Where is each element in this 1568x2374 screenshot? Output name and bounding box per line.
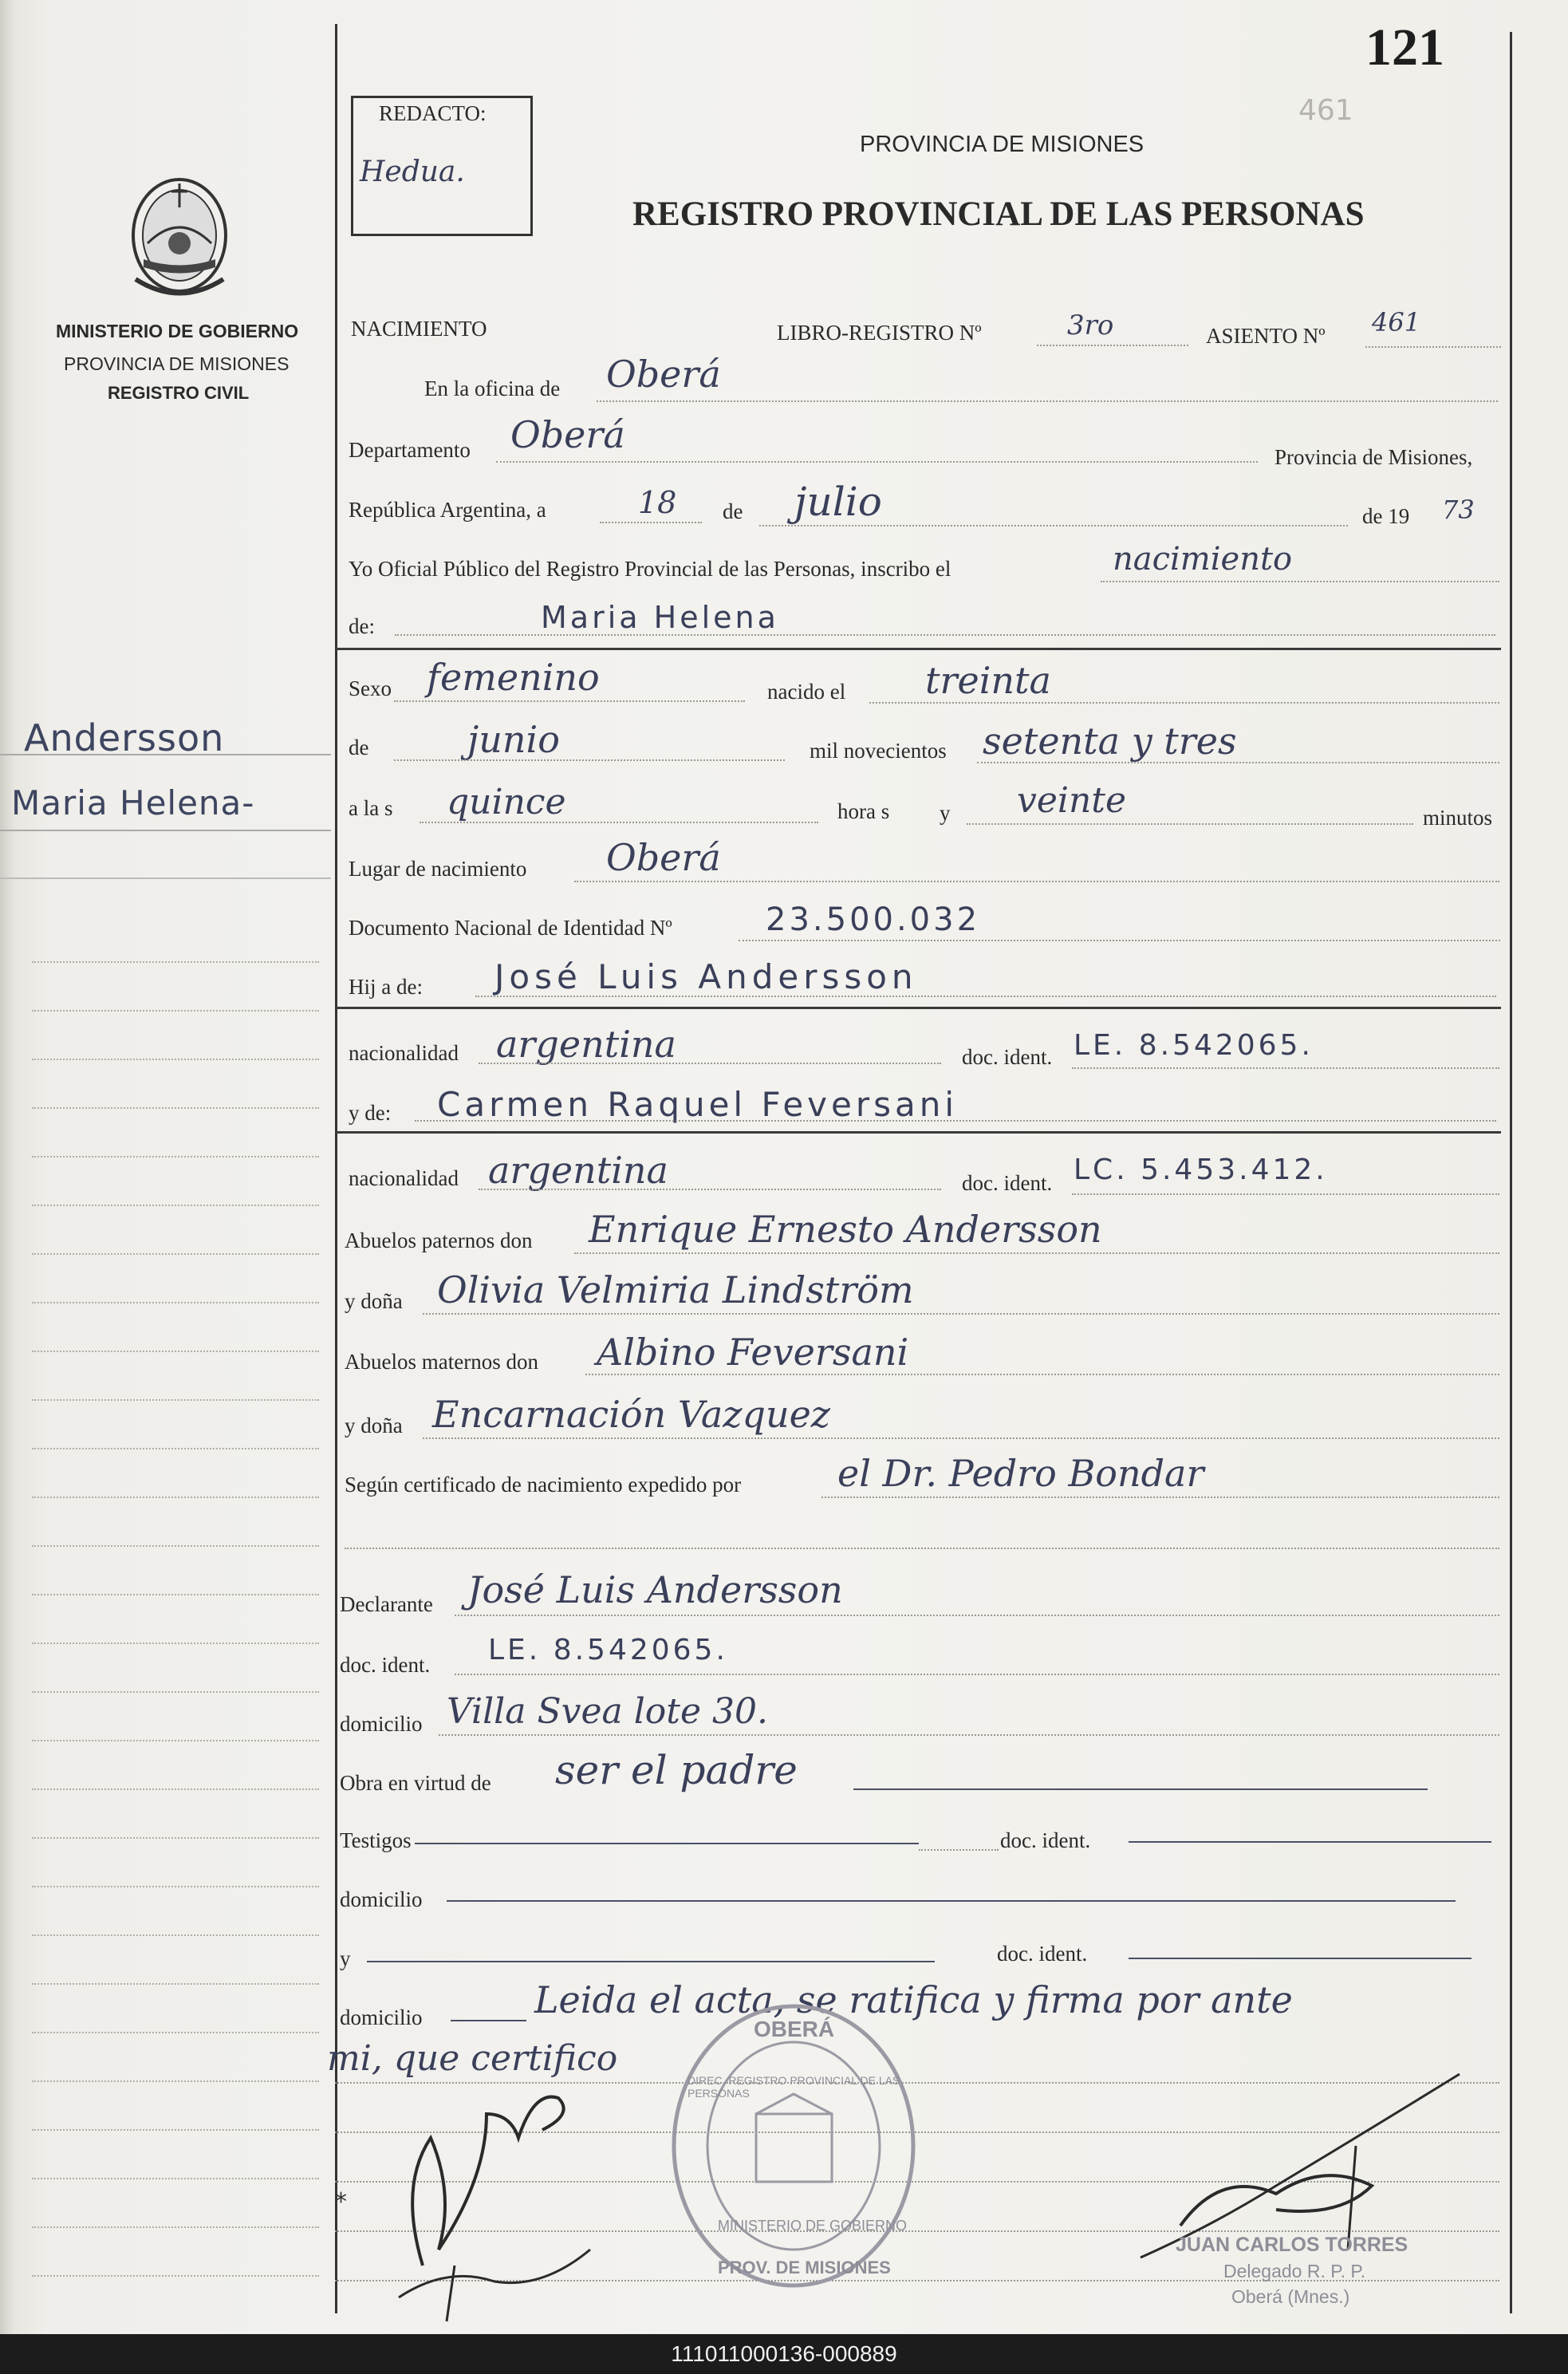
margin-dotted-line [32,1302,319,1303]
padre-line [475,996,1496,997]
obra-strike [853,1788,1428,1790]
testigos-docident-label: doc. ident. [1000,1828,1091,1852]
page-number: 121 [1365,18,1444,77]
margin-dotted-line [32,1837,319,1839]
anio-nac-line [977,762,1499,763]
decl-doc-line [455,1674,1499,1675]
ydona-pat-label: y doña [345,1289,403,1313]
footer-code: 111011000136-000889 [0,2334,1568,2374]
ministerio-label: MINISTERIO DE GOBIERNO [56,321,299,341]
dni-value: 23.500.032 [766,901,981,938]
mes-nac-value: junio [467,718,560,761]
asiento-value: 461 [1372,307,1421,337]
testigo2-domicilio-label: domicilio [340,2005,423,2029]
de-colon-label: de: [349,614,375,638]
testigo2-doc-strike [1129,1958,1471,1959]
nacido-value: treinta [925,659,1051,702]
redacto-box [351,96,533,236]
nombre-value: Maria Helena [541,600,779,635]
margin-dotted-line [32,1107,319,1109]
dni-line [739,940,1500,941]
sexo-value: femenino [427,656,600,699]
margin-dotted-line [32,2032,319,2033]
stamp-place: Oberá (Mnes.) [1231,2286,1350,2307]
margin-names: Maria Helena- [11,783,255,822]
madre-value: Carmen Raquel Feversani [437,1085,959,1124]
oficina-line [597,400,1498,402]
domicilio-line [439,1734,1499,1736]
madre-nac-value: argentina [488,1149,668,1192]
margin-rule [0,877,331,879]
margin-dotted-line [32,1642,319,1644]
dia-value: 18 [638,485,677,520]
margin-dotted-line [32,2178,319,2179]
abuelo-mat-line [585,1374,1499,1375]
obra-value: ser el padre [555,1747,798,1793]
redacto-value: Hedua. [360,156,465,188]
provincia-label: PROVINCIA DE MISIONES [64,353,290,374]
mil-label: mil novecientos [810,739,947,763]
sexo-line [394,700,745,702]
decl-doc-label: doc. ident. [340,1653,431,1677]
blank-line [345,1548,1499,1549]
minutos-label: minutos [1423,806,1493,830]
asiento-label: ASIENTO Nº [1206,324,1326,348]
decl-doc-value: LE. 8.542065. [488,1634,728,1666]
margin-rule [0,830,331,831]
margin-dotted-line [32,1886,319,1887]
horas-label: hora s [837,799,890,823]
mes-nac-line [394,759,785,761]
margin-dotted-line [32,1497,319,1498]
margin-dotted-line [32,2226,319,2228]
lugar-value: Oberá [606,836,721,879]
testigos-line [919,1849,999,1851]
margin-dotted-line [32,1983,319,1985]
margin-dotted-line [32,1253,319,1255]
margin-dotted-line [32,1059,319,1060]
section-rule [335,1007,1501,1009]
libro-label: LIBRO-REGISTRO Nº [777,321,982,345]
testigo2-domicilio-strike [451,2020,526,2021]
dia-line [600,522,702,523]
margin-rule [0,754,331,755]
anio-value: 73 [1442,495,1475,525]
madre-docident-label: doc. ident. [962,1171,1053,1195]
hora-value: quince [447,782,566,822]
margin-dotted-line [32,1594,319,1595]
declarante-value: José Luis Andersson [467,1568,843,1611]
nombre-line [395,634,1495,636]
oficina-value: Oberá [606,353,721,396]
testigos-strike [415,1843,919,1844]
margin-dotted-line [32,1205,319,1206]
domicilio-value: Villa Svea lote 30. [447,1691,768,1732]
minutos-value: veinte [1017,780,1127,821]
registry-header: REGISTRO PROVINCIAL DE LAS PERSONAS [632,195,1365,233]
frame-left-line [335,24,337,2313]
margin-dotted-line [32,1740,319,1741]
domicilio-label: domicilio [340,1712,423,1736]
abuela-mat-line [423,1437,1499,1439]
testigos-label: Testigos [340,1828,412,1852]
libro-line [1037,345,1188,346]
mes-line [759,525,1348,526]
anio-label: de 19 [1362,504,1410,528]
testigos-doc-strike [1129,1841,1491,1843]
de2-label: de [349,735,369,759]
segun-line [821,1497,1499,1498]
pencil-number: 461 [1298,94,1353,127]
section-rule [335,1131,1501,1134]
margin-dotted-line [32,961,319,963]
testigo2-strike [367,1961,935,1962]
nacido-label: nacido el [767,680,846,704]
padre-nac-label: nacionalidad [349,1041,459,1065]
abuelos-mat-label: Abuelos maternos don [345,1350,538,1374]
section-rule [335,648,1501,650]
minutos-line [967,823,1413,825]
madre-doc-value: LC. 5.453.412. [1074,1153,1328,1186]
padre-nac-line [479,1063,941,1064]
margin-dotted-line [32,1399,319,1401]
testigo2-docident-label: doc. ident. [997,1942,1088,1966]
testigo-domicilio-strike [447,1900,1456,1902]
abuela-pat-line [423,1313,1499,1315]
margin-dotted-line [32,2080,319,2082]
padre-doc-line [1072,1067,1499,1069]
yo-oficial-label: Yo Oficial Público del Registro Provincial de las Personas, inscribo el [349,557,951,581]
seal-bottom: PROV. DE MISIONES [718,2258,891,2277]
departamento-value: Oberá [510,413,625,456]
libro-value: 3ro [1067,310,1114,341]
y-label: y [940,801,951,825]
departamento-label: Departamento [349,438,471,462]
anio-nac-value: setenta y tres [983,720,1237,763]
abuelo-mat-value: Albino Feversani [597,1331,909,1374]
margin-dotted-line [32,1010,319,1012]
inscribo-value: nacimiento [1113,541,1293,578]
margin-dotted-line [32,1934,319,1936]
testigo-domicilio-label: domicilio [340,1887,423,1911]
ala-label: a la s [349,796,393,820]
padre-docident-label: doc. ident. [962,1045,1053,1069]
margin-dotted-line [32,2129,319,2131]
abuelos-pat-label: Abuelos paternos don [345,1228,533,1252]
abuelo-pat-line [574,1252,1499,1254]
stamp-name: JUAN CARLOS TORRES [1176,2234,1408,2256]
frame-right-line [1510,32,1512,2313]
margin-dotted-line [32,1691,319,1693]
segun-label: Según certificado de nacimiento expedido por [345,1473,742,1497]
provincia-label: Provincia de Misiones, [1274,445,1473,469]
de-label: de [723,499,743,523]
y2-label: y [340,1946,351,1970]
obra-label: Obra en virtud de [340,1771,491,1795]
abuela-mat-value: Encarnación Vazquez [432,1393,831,1436]
lugar-line [574,881,1499,882]
margin-dotted-line [32,1545,319,1547]
svg-text:*: * [335,2188,347,2216]
madre-line [415,1120,1496,1122]
nacido-line [869,702,1499,704]
madre-nac-label: nacionalidad [349,1166,459,1190]
mes-value: julio [794,479,882,525]
padre-value: José Luis Andersson [494,957,918,996]
dni-label: Documento Nacional de Identidad Nº [349,916,672,940]
hijo-label: Hij a de: [349,975,423,999]
redacto-label: REDACTO: [379,101,487,125]
seal-top: OBERÁ [754,2017,835,2041]
segun-value: el Dr. Pedro Bondar [837,1452,1204,1495]
margin-dotted-line [32,1156,319,1157]
seal-ring: DIREC. REGISTRO PROVINCIAL DE LAS PERSONAS [687,2074,900,2100]
margin-dotted-line [32,1788,319,1790]
margin-dotted-line [32,1448,319,1449]
abuelo-pat-value: Enrique Ernesto Andersson [589,1208,1102,1251]
leida-value: Leida el acta, se ratifica y firma por ante [534,1978,1293,2021]
margin-dotted-line [32,2275,319,2277]
oficina-label: En la oficina de [424,377,561,400]
abuela-pat-value: Olivia Velmiria Lindström [437,1268,914,1311]
declarante-label: Declarante [340,1592,433,1616]
madre-nac-line [479,1189,941,1190]
province-header: PROVINCIA DE MISIONES [860,132,1144,157]
hora-line [420,822,818,823]
stamp-role: Delegado R. P. P. [1223,2261,1366,2281]
madre-doc-line [1072,1193,1499,1195]
registro-civil-label: REGISTRO CIVIL [108,383,250,403]
asiento-line [1365,346,1501,348]
padre-nac-value: argentina [496,1023,676,1066]
margin-surname: Andersson [24,716,225,759]
lugar-label: Lugar de nacimiento [349,857,527,881]
inscribo-line [1101,581,1499,582]
sexo-label: Sexo [349,676,392,700]
seal-inner: MINISTERIO DE GOBIERNO [718,2218,908,2234]
republica-label: República Argentina, a [349,498,546,522]
leida-value-2: mi, que certifico [327,2038,618,2079]
coat-of-arms-icon [120,168,239,303]
yde-label: y de: [349,1101,392,1125]
padre-doc-value: LE. 8.542065. [1074,1029,1314,1062]
nacimiento-label: NACIMIENTO [351,317,487,341]
declarant-signature-icon [335,2066,638,2329]
declarante-line [455,1615,1499,1616]
departamento-line [496,461,1258,463]
ydona-mat-label: y doña [345,1414,403,1437]
margin-dotted-line [32,1351,319,1352]
